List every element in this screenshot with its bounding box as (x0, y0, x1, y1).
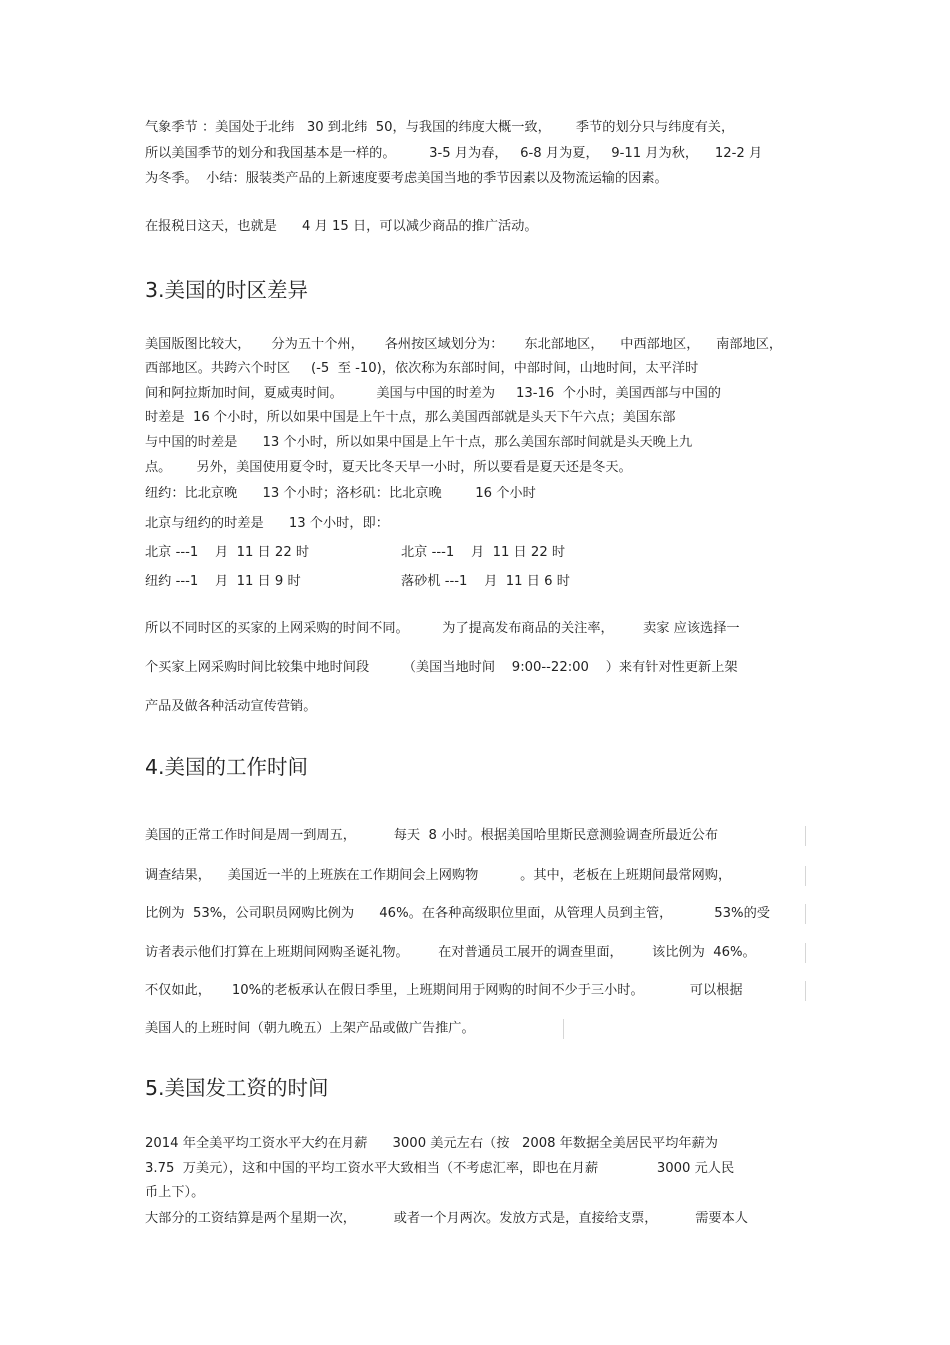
season-line-3: 为冬季。 小结：服装类产品的上新速度要考虑美国当地的季节因素以及物流运输的因素。 (145, 171, 668, 186)
buyer-line-2: 个买家上网采购时间比较集中地时间段 （美国当地时间 9:00--22:00 ）来有针对性更新上架 (145, 660, 738, 675)
beijing-time-right: 北京 ---1 月 11 日 22 时 (401, 545, 566, 560)
worktime-line-3: 比例为 53%，公司职员网购比例为 46%。在各种高级职位里面，从管理人员到主管， 53%的受 (145, 904, 806, 924)
salary-line-4: 大部分的工资结算是两个星期一次， 或者一个月两次。发放方式是，直接给支票， 需要本人 (145, 1211, 748, 1226)
timezone-line-3: 间和阿拉斯加时间，夏威夷时间。 美国与中国的时差为 13-16 个小时，美国西部与中国的 (145, 386, 721, 401)
beijing-time-left: 北京 ---1 月 11 日 22 时 (145, 545, 310, 560)
timezone-line-5: 与中国的时差是 13 个小时，所以如果中国是上午十点，那么美国东部时间就是头天晚上九 (145, 435, 693, 450)
section-5-title: 5.美国发工资的时间 (145, 1076, 329, 1100)
season-line-1: 气象季节 ：美国处于北纬 30 到北纬 50，与我国的纬度大概一致， 季节的划分只与纬度有关， (145, 120, 735, 135)
timezone-line-7: 纽约：比北京晚 13 个小时；洛杉矶：比北京晚 16 个小时 (145, 486, 536, 501)
worktime-line-5: 不仅如此， 10%的老板承认在假日季里，上班期间用于网购的时间不少于三小时。 可以根据 (145, 981, 806, 1001)
newyork-time: 纽约 ---1 月 11 日 9 时 (145, 574, 301, 589)
timezone-line-4: 时差是 16 个小时，所以如果中国是上午十点，那么美国西部就是头天下午六点；美国东部 (145, 410, 676, 425)
season-line-2: 所以美国季节的划分和我国基本是一样的。 3-5 月为春， 6-8 月为夏， 9-11 月为秋， 12-2 月 (145, 146, 763, 161)
timezone-line-6: 点。 另外，美国使用夏令时，夏天比冬天早一小时，所以要看是夏天还是冬天。 (145, 460, 632, 475)
timezone-line-1: 美国版图比较大， 分为五十个州， 各州按区域划分为： 东北部地区， 中西部地区， 南部地区， (145, 337, 783, 352)
salary-line-1: 2014 年全美平均工资水平大约在月薪 3000 美元左右（按 2008 年数据全美居民平均年薪为 (145, 1136, 718, 1151)
beijing-newyork-diff: 北京与纽约的时差是 13 个小时，即： (145, 516, 389, 531)
tax-day-line: 在报税日这天，也就是 4 月 15 日，可以减少商品的推广活动。 (145, 219, 538, 234)
la-time: 落砂机 ---1 月 11 日 6 时 (401, 574, 570, 589)
section-4-title: 4.美国的工作时间 (145, 755, 309, 779)
worktime-line-1: 美国的正常工作时间是周一到周五， 每天 8 小时。根据美国哈里斯民意测验调查所最近公布 (145, 826, 806, 846)
worktime-line-2: 调查结果， 美国近一半的上班族在工作期间会上网购物 。其中，老板在上班期间最常网购， (145, 866, 806, 886)
buyer-line-1: 所以不同时区的买家的上网采购的时间不同。 为了提高发布商品的关注率， 卖家 应该选择一 (145, 621, 740, 636)
worktime-line-4: 访者表示他们打算在上班期间网购圣诞礼物。 在对普通员工展开的调查里面， 该比例为 46%。 (145, 943, 806, 963)
buyer-line-3: 产品及做各种活动宣传营销。 (145, 699, 317, 714)
section-3-title: 3.美国的时区差异 (145, 278, 309, 302)
salary-line-3: 币上下）。 (145, 1185, 205, 1200)
salary-line-2: 3.75 万美元），这和中国的平均工资水平大致相当（不考虑汇率，即也在月薪 3000 元人民 (145, 1161, 735, 1176)
worktime-line-6: 美国人的上班时间（朝九晚五）上架产品或做广告推广。 (145, 1019, 564, 1039)
timezone-line-2: 西部地区。共跨六个时区 (-5 至 -10)，依次称为东部时间，中部时间，山地时间，太平洋时 (145, 361, 699, 376)
